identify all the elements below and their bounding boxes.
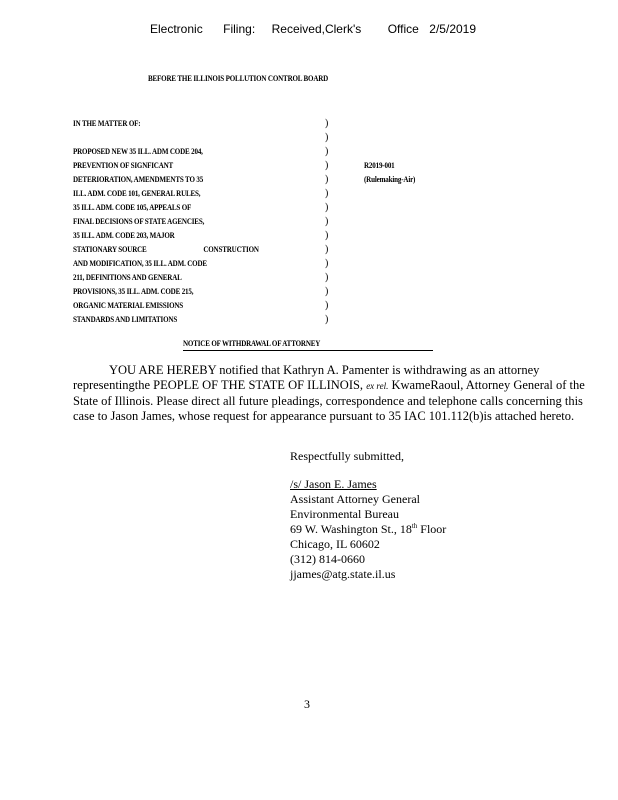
signer-title: Assistant Attorney General — [290, 492, 420, 506]
paren: ) — [325, 258, 329, 269]
board-title: BEFORE THE ILLINOIS POLLUTION CONTROL BOARD — [148, 74, 329, 83]
paren: ) — [325, 132, 329, 143]
matter-line: AND MODIFICATION, 35 ILL. ADM. CODE — [73, 259, 207, 268]
paren: ) — [325, 160, 329, 171]
header-date: 2/5/2019 — [429, 22, 477, 36]
signature-gap — [290, 464, 446, 477]
closing: Respectfully submitted, — [290, 449, 404, 463]
signer-phone: (312) 814-0660 — [290, 552, 365, 566]
signed-name: /s/ Jason E. James — [290, 477, 377, 491]
matter-line: 35 ILL. ADM. CODE 203, MAJOR — [73, 231, 175, 240]
header-filing: Filing: — [223, 22, 256, 36]
matter-blank — [73, 131, 259, 145]
matter-line-part: STATIONARY SOURCE — [73, 245, 147, 254]
signer-bureau: Environmental Bureau — [290, 507, 399, 521]
filing-header — [150, 20, 476, 38]
page-number: 3 — [304, 697, 310, 711]
docket-type: (Rulemaking-Air) — [364, 175, 416, 184]
notice-title-rule — [183, 350, 433, 351]
notice-body — [73, 363, 598, 424]
paren-column — [325, 117, 328, 327]
paren: ) — [325, 272, 329, 283]
matter-line: PREVENTION OF SIGNFICANT — [73, 161, 174, 170]
body-part-b: KwameRaoul, Attorney General of the State of Illinois. Please direct all future pleadings, correspondence and telephone calls concerning this case to Jason James, whose request for appearance pursuant to 35 IAC 101.112(b)is attached hereto. — [73, 378, 585, 423]
header-office: Office — [387, 22, 419, 36]
matter-line: DETERIORATION, AMENDMENTS TO 35 — [73, 175, 204, 184]
docket-block — [364, 159, 415, 187]
ex-rel: ex rel. — [366, 381, 389, 391]
signer-email: jjames@atg.state.il.us — [290, 567, 396, 581]
notice-title: NOTICE OF WITHDRAWAL OF ATTORNEY — [183, 339, 321, 348]
paren: ) — [325, 286, 329, 297]
paren: ) — [325, 216, 329, 227]
paren: ) — [325, 188, 329, 199]
matter-line: 35 ILL. ADM. CODE 105, APPEALS OF — [73, 203, 192, 212]
docket-number: R2019-001 — [364, 161, 395, 170]
paren: ) — [325, 174, 329, 185]
paren: ) — [325, 202, 329, 213]
paren: ) — [325, 230, 329, 241]
paren: ) — [325, 314, 329, 325]
paren: ) — [325, 300, 329, 311]
signer-city: Chicago, IL 60602 — [290, 537, 380, 551]
header-electronic: Electronic — [150, 22, 203, 36]
header-received: Received,Clerk's — [271, 22, 362, 36]
matter-line: STANDARDS AND LIMITATIONS — [73, 315, 178, 324]
matter-line: FINAL DECISIONS OF STATE AGENCIES, — [73, 217, 205, 226]
signature-block — [290, 449, 446, 582]
floor-suffix: th — [411, 522, 418, 530]
matter-caption — [73, 117, 259, 327]
paren: ) — [325, 146, 329, 157]
matter-line: 211, DEFINITIONS AND GENERAL — [73, 273, 182, 282]
body-paragraph — [73, 363, 598, 424]
body-part-a: YOU ARE HEREBY notified that Kathryn A. Pamenter is withdrawing as an attorney representingthe PEOPLE OF THE STATE OF ILLINOIS, — [73, 363, 540, 392]
paren: ) — [325, 244, 329, 255]
matter-line: ORGANIC MATERIAL EMISSIONS — [73, 301, 184, 310]
signer-street — [290, 522, 446, 537]
matter-line — [73, 243, 259, 257]
paren: ) — [325, 118, 329, 129]
floor-word: Floor — [420, 522, 447, 536]
matter-line: PROPOSED NEW 35 ILL. ADM CODE 204, — [73, 147, 203, 156]
construction-word: CONSTRUCTION — [203, 245, 259, 254]
matter-line: PROVISIONS, 35 ILL. ADM. CODE 215, — [73, 287, 194, 296]
matter-label: IN THE MATTER OF: — [73, 119, 141, 128]
matter-line: ILL. ADM. CODE 101, GENERAL RULES, — [73, 189, 201, 198]
street-text: 69 W. Washington St., 18 — [290, 522, 412, 536]
